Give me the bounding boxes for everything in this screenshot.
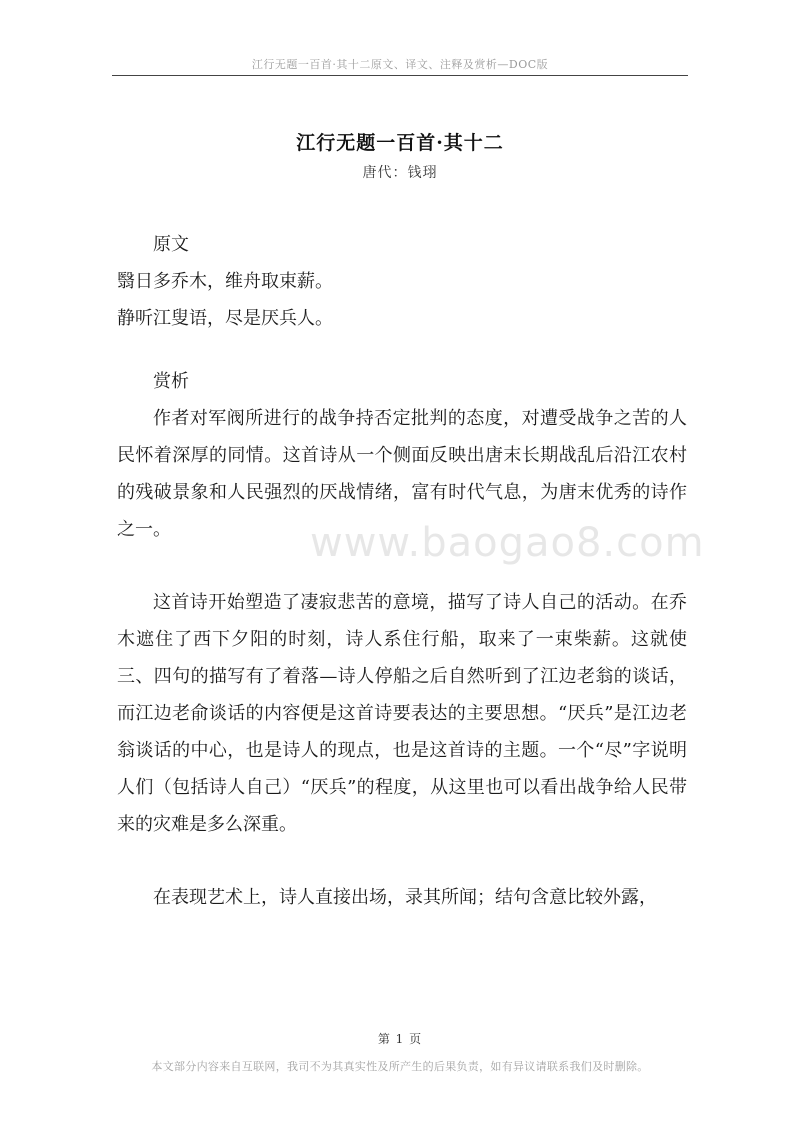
page-number: 第 1 页 (377, 1032, 423, 1046)
document-body (117, 226, 687, 916)
appreciation-paragraph-1: 作者对军阀所进行的战争持否定批判的态度，对遭受战争之苦的人民怀着深厚的同情。这首诗从一个侧面反映出唐末长期战乱后沿江农村的残破景象和人民强烈的厌战情绪，富有时代气息，为唐末优秀的诗作之一。 (117, 408, 687, 540)
spacer (117, 337, 687, 363)
appreciation-paragraph-3: 在表现艺术上，诗人直接出场，录其所闻；结句含意比较外露， (153, 887, 657, 908)
document-author: 唐代：钱珝 (362, 165, 438, 181)
watermark: www.baogao8.com (310, 520, 705, 566)
document-title: 江行无题一百首·其十二 (296, 132, 504, 154)
original-label: 原文 (153, 234, 189, 255)
running-header: 江行无题一百首·其十二原文、译文、注释及赏析—DOC版 (251, 58, 549, 71)
appreciation-paragraph-2: 这首诗开始塑造了凄寂悲苦的意境，描写了诗人自己的活动。在乔木遮住了西下夕阳的时刻，诗人系住行船，取来了一束柴薪。这就使三、四句的描写有了着落—诗人停船之后自然听到了江边老翁的谈话，而江边老俞谈话的内容便是这首诗要表达的主要思想。“厌兵”是江边老翁谈话的中心，也是诗人的现点，也是这首诗的主题。一个“尽”字说明人们（包括诗人自己）“厌兵”的程度，从这里也可以看出战争给人民带来的灾难是多么深重。 (117, 592, 687, 835)
spacer (117, 843, 687, 879)
poem-line-2: 静听江叟语，尽是厌兵人。 (117, 308, 333, 329)
poem-line-1: 翳日多乔木，维舟取束薪。 (117, 271, 333, 292)
appreciation-label: 赏析 (153, 371, 189, 392)
header-divider (112, 75, 688, 76)
footer-disclaimer: 本文部分内容来自互联网，我司不为其真实性及所产生的后果负责，如有异议请联系我们及时删除。 (151, 1060, 649, 1073)
spacer (117, 548, 687, 584)
